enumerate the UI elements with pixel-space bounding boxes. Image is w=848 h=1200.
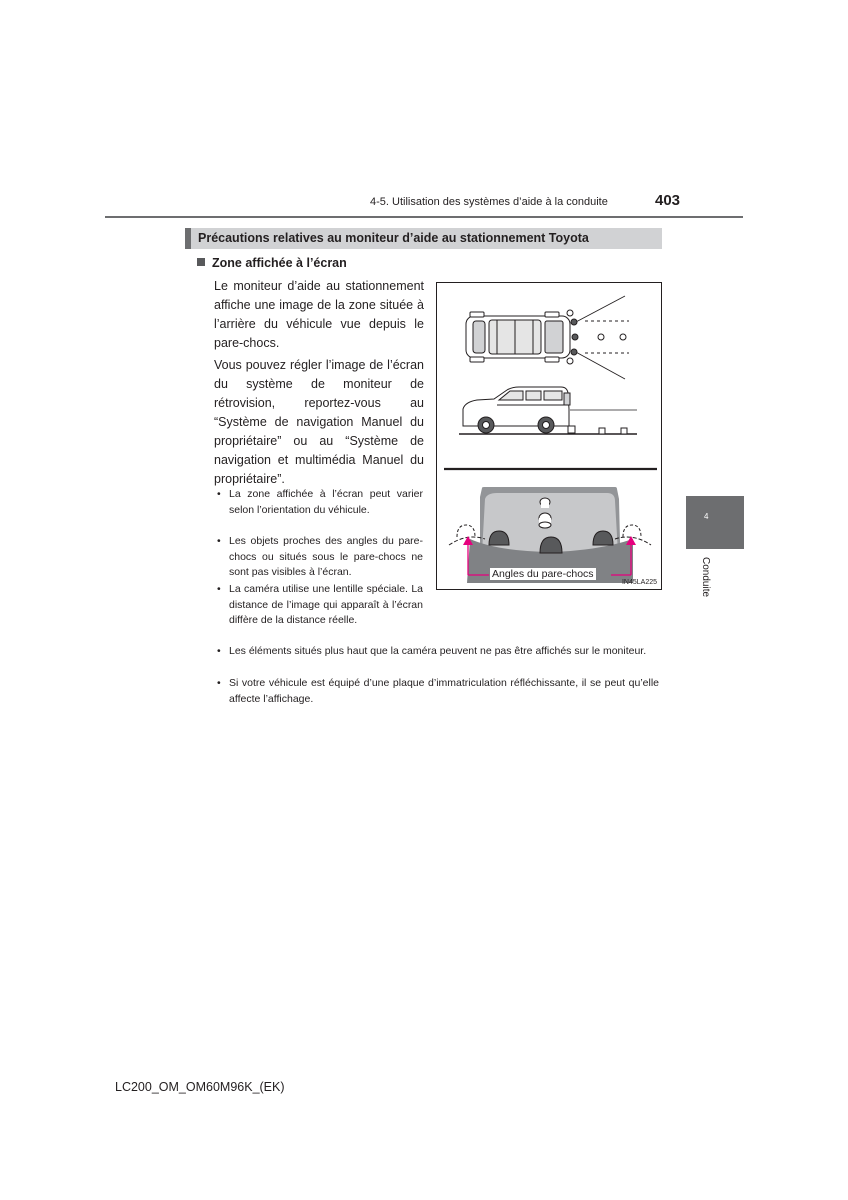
- camera-view-illustration: [437, 283, 663, 591]
- car-side-view-icon: [463, 387, 570, 433]
- bullet-text: Les éléments situés plus haut que la caméra peuvent ne pas être affichés sur le moniteur.: [229, 645, 647, 657]
- bullet-item-5: [217, 676, 659, 707]
- bumper-corners-label: Angles du pare-chocs: [492, 568, 594, 580]
- cone-markers: [567, 310, 626, 364]
- bullet-text: Si votre véhicule est équipé d’une plaque d’immatriculation réfléchissante, il se peut qu’elle affecte l’affichage.: [229, 677, 659, 705]
- paragraph-1: Le moniteur d’aide au stationnement affiche une image de la zone située à l’arrière du véhicule vue depuis le pare-chocs.: [214, 279, 424, 350]
- chapter-tab: [686, 496, 744, 549]
- bullet-dot: •: [217, 535, 221, 547]
- bullet-text: La zone affichée à l’écran peut varier selon l’orientation du véhicule.: [229, 488, 423, 516]
- ground-markers: [568, 426, 627, 434]
- bullet-item-3: [217, 582, 423, 629]
- bullet-item-2: [217, 534, 423, 581]
- camera-view-figure: [436, 282, 662, 590]
- bullet-dot: •: [217, 677, 221, 689]
- bullet-dot: •: [217, 645, 221, 657]
- header-rule: [105, 216, 743, 218]
- bullet-text: La caméra utilise une lentille spéciale. La distance de l’image qui apparaît à l’écran diffère de la distance réelle.: [229, 583, 423, 626]
- bullet-dot: •: [217, 488, 221, 500]
- square-bullet-icon: [197, 258, 205, 266]
- running-header-section: 4-5. Utilisation des systèmes d’aide à la conduite: [370, 196, 608, 208]
- figure-code: IN45LA225: [621, 579, 657, 586]
- subheading: [197, 256, 347, 270]
- chapter-number: 4: [704, 512, 709, 521]
- footer-document-code: LC200_OM_OM60M96K_(EK): [115, 1080, 285, 1094]
- paragraph-2: Vous pouvez régler l’image de l’écran du système de moniteur de rétrovision, reportez-vous au “Système de navigation Manuel du propriétaire” ou au “Système de navigation et multimédia Manuel du propriétaire”.: [214, 358, 424, 486]
- section-title: Précautions relatives au moniteur d’aide au stationnement Toyota: [198, 231, 589, 245]
- bullet-text: Les objets proches des angles du pare-chocs ou situés sous le pare-chocs ne sont pas visibles à l’écran.: [229, 535, 423, 578]
- car-top-view-icon: [466, 312, 570, 362]
- bullet-item-1: [217, 487, 423, 518]
- bullet-item-4: [217, 644, 659, 660]
- bullet-dot: •: [217, 583, 221, 595]
- chapter-label: Conduite: [700, 557, 711, 598]
- page-number: 403: [655, 192, 681, 209]
- subheading-text: Zone affichée à l’écran: [212, 256, 347, 270]
- section-title-bar: [185, 228, 662, 249]
